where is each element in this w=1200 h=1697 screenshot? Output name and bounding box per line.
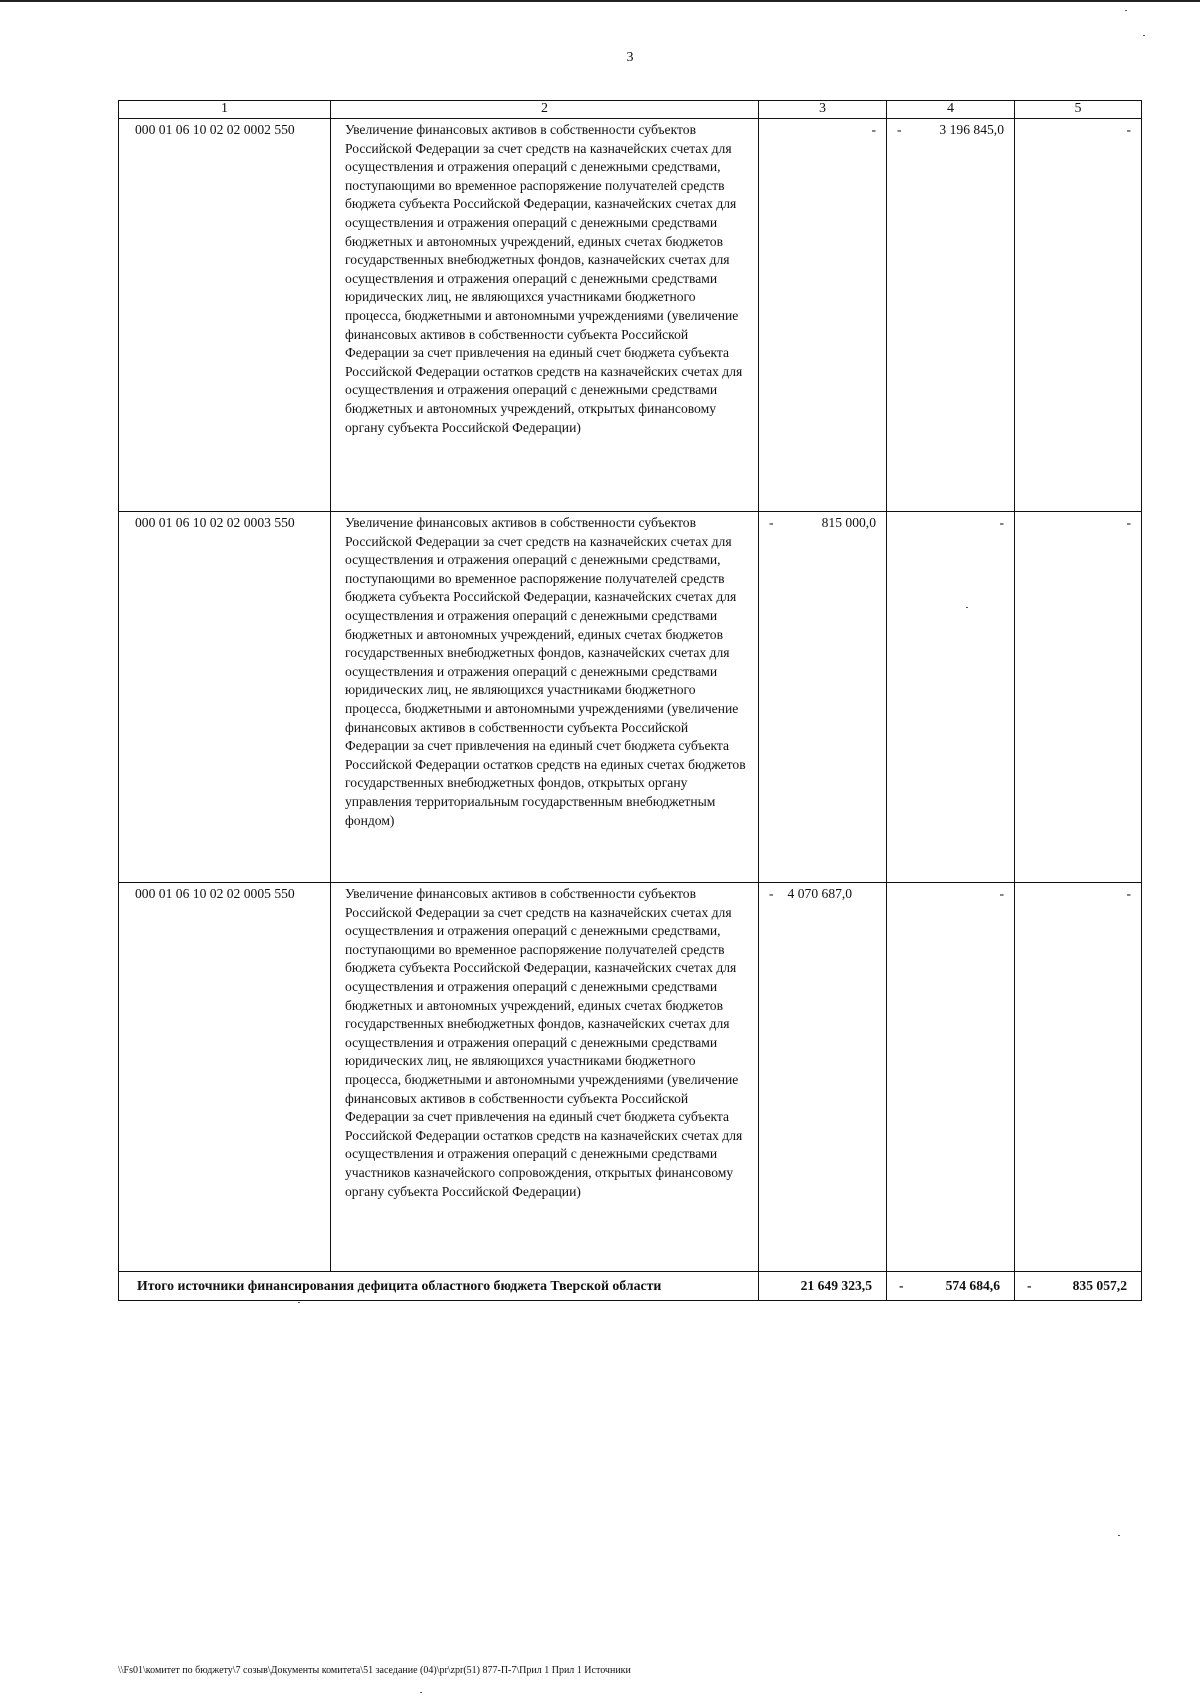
row-col3-cell (759, 119, 887, 512)
page-number: 3 (626, 50, 634, 65)
amount-value: - (1126, 515, 1131, 530)
total-value: 574 684,6 (945, 1277, 1000, 1293)
row-description: Увеличение финансовых активов в собственности субъектов Российской Федерации за счет средств на казначейских счетах для осуществления и отражения операций с денежными средствами, поступающими во временное распоряжение получателей средств бюджета субъекта Российской Федерации, казначейских счетах для осуществления и отражения операций с денежными средствами бюджетных и автономных учреждений, единых счетах бюджетов государственных внебюджетных фондов, казначейских счетах для осуществления и отражения операций с денежными средствами юридических лиц, не являющихся участниками бюджетного процесса, бюджетными и автономными учреждениями (увеличение финансовых активов в собственности субъекта Российской Федерации за счет привлечения на единый счет бюджета субъекта Российской Федерации остатков средств на казначейских счетах для осуществления и отражения операций с денежными средствами бюджетных и автономных учреждений, открытых финансовому органу субъекта Российской Федерации) (331, 119, 759, 512)
total-col3-cell (759, 1272, 887, 1301)
page-top-edge (0, 0, 1200, 2)
row-col3-cell (759, 883, 887, 1272)
row-col4-cell (887, 883, 1015, 1272)
row-description: Увеличение финансовых активов в собственности субъектов Российской Федерации за счет средств на казначейских счетах для осуществления и отражения операций с денежными средствами, поступающими во временное распоряжение получателей средств бюджета субъекта Российской Федерации, казначейских счетах для осуществления и отражения операций с денежными средствами бюджетных и автономных учреждений, единых счетах бюджетов государственных внебюджетных фондов, казначейских счетах для осуществления и отражения операций с денежными средствами юридических лиц, не являющихся участниками бюджетного процесса, бюджетными и автономными учреждениями (увеличение финансовых активов в собственности субъекта Российской Федерации за счет привлечения на единый счет бюджета субъекта Российской Федерации остатков средств на единых счетах бюджетов государственных внебюджетных фондов, открытых органу управления территориальным государственным внебюджетным фондом) (331, 512, 759, 883)
scan-speck (1118, 1535, 1120, 1536)
total-sign: - (899, 1277, 904, 1293)
amount-sign: - (769, 886, 774, 901)
scan-speck (1143, 35, 1145, 36)
row-description: Увеличение финансовых активов в собственности субъектов Российской Федерации за счет средств на казначейских счетах для осуществления и отражения операций с денежными средствами, поступающими во временное распоряжение получателей средств бюджета субъекта Российской Федерации, казначейских счетах для осуществления и отражения операций с денежными средствами бюджетных и автономных учреждений, единых счетах бюджетов государственных внебюджетных фондов, казначейских счетах для осуществления и отражения операций с денежными средствами юридических лиц, не являющихся участниками бюджетного процесса, бюджетными и автономными учреждениями (увеличение финансовых активов в собственности субъекта Российской Федерации за счет привлечения на единый счет бюджета субъекта Российской Федерации остатков средств на казначейских счетах для осуществления и отражения операций с денежными средствами участников казначейского сопровождения, открытых финансовому органу субъекта Российской Федерации) (331, 883, 759, 1272)
amount-value: 815 000,0 (821, 515, 876, 530)
table-row (119, 883, 1142, 1272)
total-col4-cell (887, 1272, 1015, 1301)
amount-sign: - (897, 122, 902, 137)
amount-value: 3 196 845,0 (939, 122, 1004, 137)
budget-code: 000 01 06 10 02 02 0005 550 (119, 883, 331, 1272)
header-col-5: 5 (1015, 101, 1142, 119)
total-label: Итого источники финансирования дефицита областного бюджета Тверской области (119, 1272, 759, 1301)
amount-value: - (1126, 122, 1131, 137)
row-col5-cell (1015, 119, 1142, 512)
amount-value: - (1126, 886, 1131, 901)
row-col5-cell (1015, 883, 1142, 1272)
total-row (119, 1272, 1142, 1301)
amount-value: - (999, 886, 1004, 901)
financing-sources-table (118, 100, 1142, 1301)
scan-speck (1125, 10, 1127, 11)
budget-code: 000 01 06 10 02 02 0002 550 (119, 119, 331, 512)
table-row (119, 512, 1142, 883)
header-col-1: 1 (119, 101, 331, 119)
amount-value: 4 070 687,0 (787, 886, 853, 901)
header-col-3: 3 (759, 101, 887, 119)
row-col3-cell (759, 512, 887, 883)
header-row (119, 101, 1142, 119)
budget-code: 000 01 06 10 02 02 0003 550 (119, 512, 331, 883)
table-row (119, 119, 1142, 512)
row-col4-cell (887, 119, 1015, 512)
total-col5-cell (1015, 1272, 1142, 1301)
scan-speck (298, 1302, 300, 1303)
file-path-footer: \\Fs01\комитет по бюджету\7 созыв\Документы комитета\51 заседание (04)\pr\zpr(51) 877-П-7\Прил 1 Прил 1 Источники (118, 1665, 631, 1676)
amount-value: - (871, 122, 876, 137)
scan-speck (420, 1692, 422, 1693)
amount-sign: - (769, 515, 774, 530)
scan-speck (966, 607, 968, 608)
total-value: 835 057,2 (1072, 1277, 1127, 1293)
amount-value: - (999, 515, 1004, 530)
total-sign: - (1027, 1277, 1032, 1293)
row-col5-cell (1015, 512, 1142, 883)
header-col-2: 2 (331, 101, 759, 119)
header-col-4: 4 (887, 101, 1015, 119)
row-col4-cell (887, 512, 1015, 883)
total-value: 21 649 323,5 (800, 1277, 872, 1293)
